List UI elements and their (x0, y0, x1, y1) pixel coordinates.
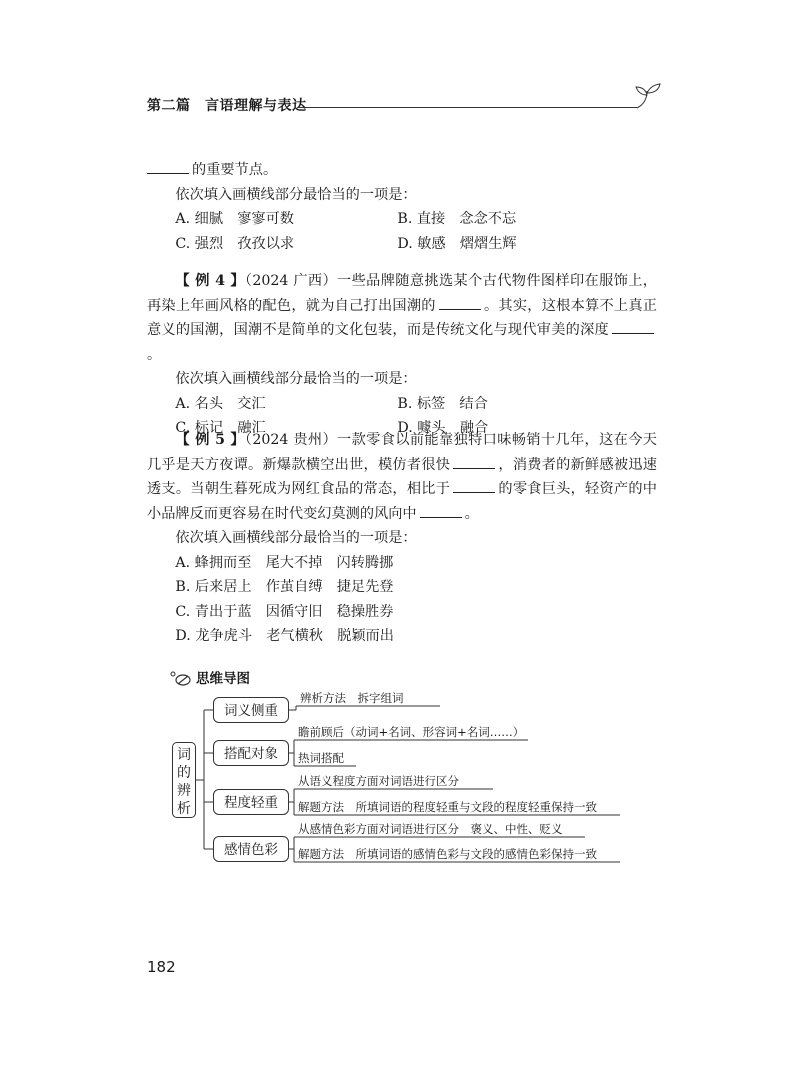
mindmap-node-collocation: 搭配对象 (213, 740, 289, 766)
option-c: C. 强烈 孜孜以求 (175, 235, 295, 252)
option-d: D. 噱头 融合 (397, 420, 489, 436)
option-c: C. 标记 融汇 (175, 420, 266, 436)
question-prompt: 依次填入画横线部分最恰当的一项是： (175, 371, 417, 387)
mindmap-leaf: 从语义程度方面对词语进行区分 (298, 774, 459, 788)
mindmap-leaf: 从感情色彩方面对词语进行区分 褒义、中性、贬义 (298, 822, 563, 836)
option-a: A. 蜂拥而至 尾大不掉 闪转腾挪 (175, 554, 394, 571)
option-d: D. 敏感 熠熠生辉 (397, 235, 517, 252)
mindmap-heading: 思维导图 (170, 667, 250, 687)
mindmap-root: 词 的 辨 析 (172, 742, 196, 818)
mindmap-node-degree: 程度轻重 (213, 789, 289, 815)
mindmap-leaf: 瞻前顾后（动词+名词、形容词+名词……） (298, 725, 525, 739)
mindmap-node-emotion: 感情色彩 (213, 836, 289, 862)
option-d: D. 龙争虎斗 老气横秋 脱颖而出 (175, 628, 394, 644)
option-c: C. 青出于蓝 因循守旧 稳操胜券 (175, 603, 394, 620)
example-5-text: 【 例 5 】（2024 贵州）一款零食以前能靠独特口味畅销十几年，这在今天几乎是天方夜谭。新爆款横空出世，模仿者很快 ，消费者的新鲜感被迅速透支。当朝生暮死成为网红食品的常态，相比于 的零食巨头，轻资产的中小品牌反而更容易在时代变幻莫测的风向中 。 (147, 432, 657, 522)
option-b: B. 后来居上 作茧自缚 捷足先登 (175, 579, 394, 595)
mindmap-leaf: 解题方法 所填词语的感情色彩与文段的感情色彩保持一致 (298, 847, 597, 861)
option-a: A. 细腻 寥寥可数 (175, 211, 294, 227)
option-b: B. 标签 结合 (397, 395, 488, 412)
section-title: 第二篇 言语理解与表达 (147, 98, 307, 114)
option-b: B. 直接 念念不忘 (397, 211, 517, 227)
continued-line: 的重要节点。 (147, 158, 657, 183)
mindmap-leaf: 热词搭配 (298, 751, 344, 765)
example-4-text: 【 例 4 】（2024 广西）一些品牌随意挑选某个古代物件图样印在服饰上，再染上年画风格的配色，就为自己打出国潮的 。其实，这根本算不上真正意义的国潮，国潮不是简单的文化包装，而是传统文化与现代审美的深度。 (147, 273, 657, 363)
mindmap-node-meaning-focus: 词义侧重 (213, 697, 289, 723)
option-a: A. 名头 交汇 (175, 395, 266, 412)
question-prompt: 依次填入画横线部分最恰当的一项是： (175, 186, 417, 203)
mindmap-leaf: 解题方法 所填词语的程度轻重与文段的程度轻重保持一致 (298, 800, 597, 814)
mindmap-leaf: 辨析方法 拆字组词 (300, 691, 404, 705)
page-number: 182 (147, 958, 176, 976)
question-prompt: 依次填入画横线部分最恰当的一项是： (175, 530, 417, 546)
